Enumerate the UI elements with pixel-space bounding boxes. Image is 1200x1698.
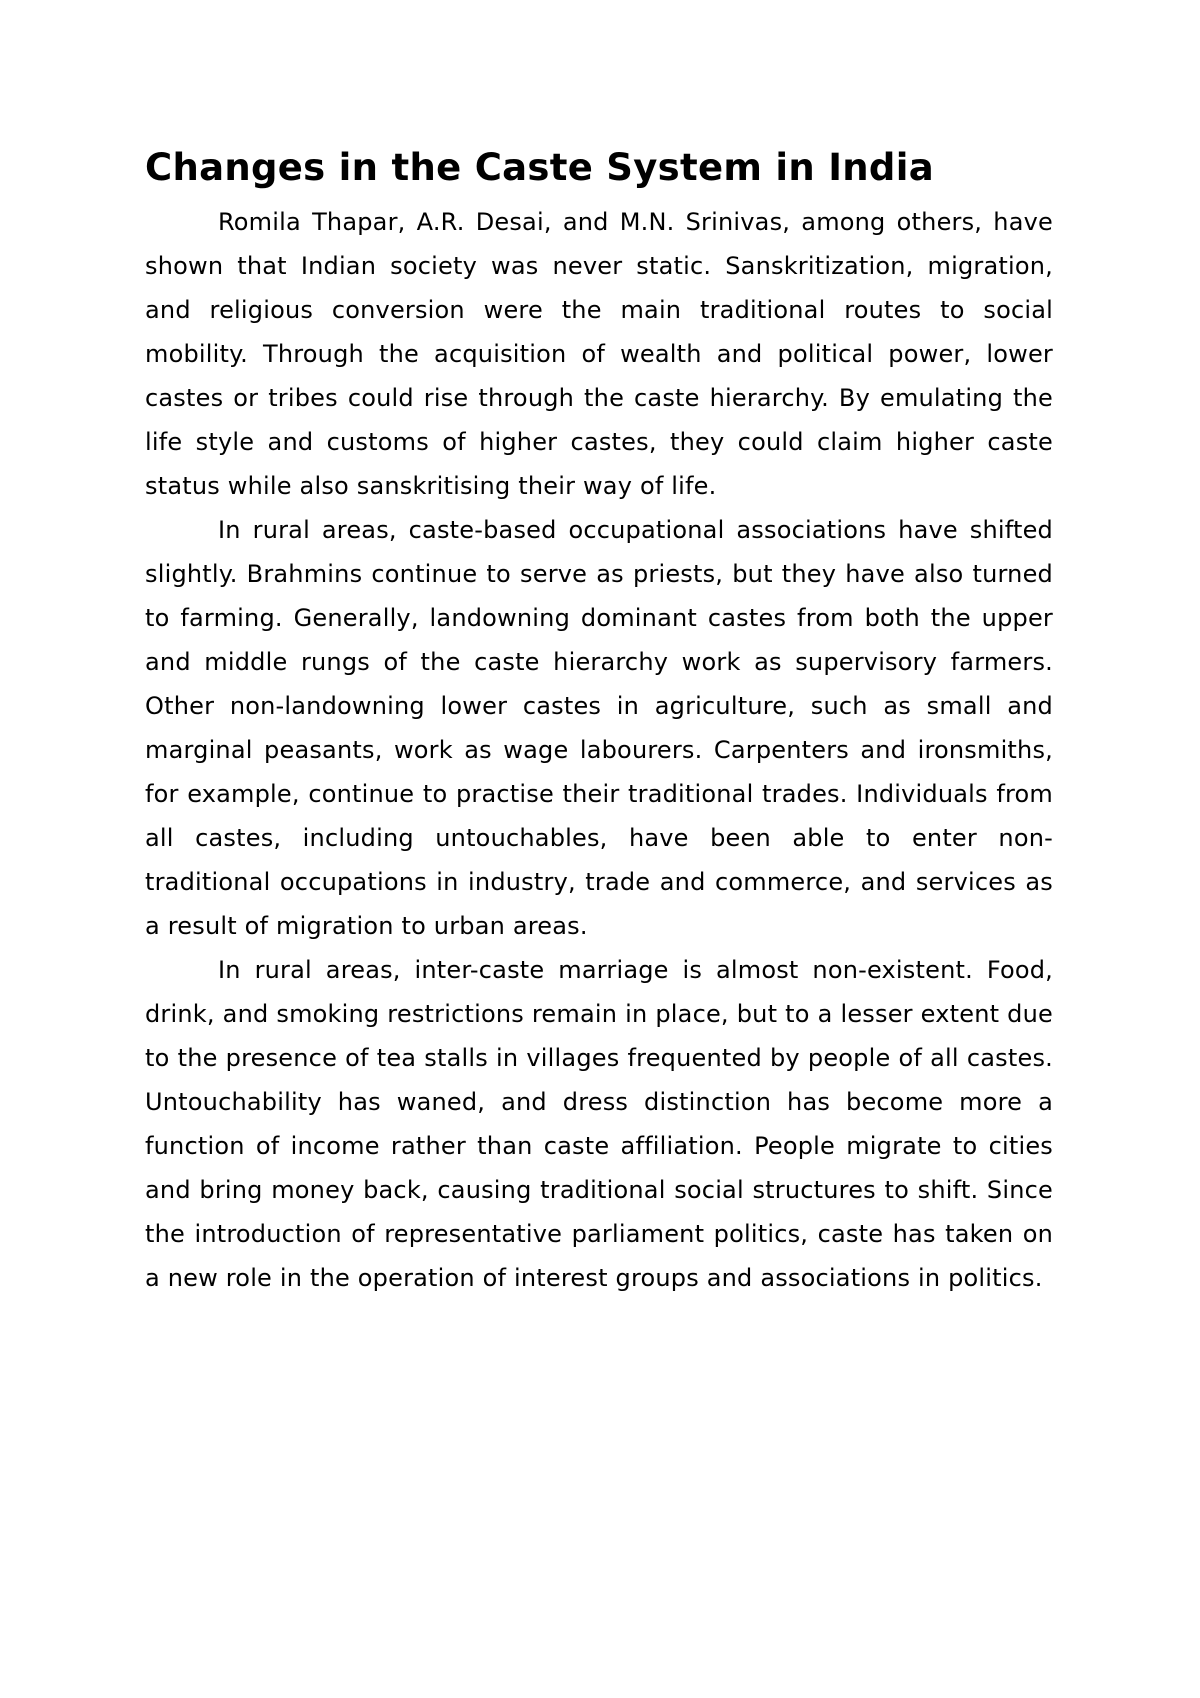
document-body [145,140,1053,1300]
paragraph-1: Romila Thapar, A.R. Desai, and M.N. Srinivas, among others, have shown that Indian society was never static. Sanskritization, migration, and religious conversion were the main traditional routes to social mobility. Through the acquisition of wealth and political power, lower castes or tribes could rise through the caste hierarchy. By emulating the life style and customs of higher castes, they could claim higher caste status while also sanskritising their way of life. [145,208,1053,500]
paragraph-3: In rural areas, inter-caste marriage is almost non-existent. Food, drink, and smoking restrictions remain in place, but to a lesser extent due to the presence of tea stalls in villages frequented by people of all castes. Untouchability has waned, and dress distinction has become more a function of income rather than caste affiliation. People migrate to cities and bring money back, causing traditional social structures to shift. Since the introduction of representative parliament politics, caste has taken on a new role in the operation of interest groups and associations in politics. [145,956,1053,1292]
paragraph-2: In rural areas, caste-based occupational associations have shifted slightly. Brahmins continue to serve as priests, but they have also turned to farming. Generally, landowning dominant castes from both the upper and middle rungs of the caste hierarchy work as supervisory farmers. Other non-landowning lower castes in agriculture, such as small and marginal peasants, work as wage labourers. Carpenters and ironsmiths, for example, continue to practise their traditional trades. Individuals from all castes, including untouchables, have been able to enter non-traditional occupations in industry, trade and commerce, and services as a result of migration to urban areas. [145,516,1053,940]
document-title: Changes in the Caste System in India [145,146,934,189]
